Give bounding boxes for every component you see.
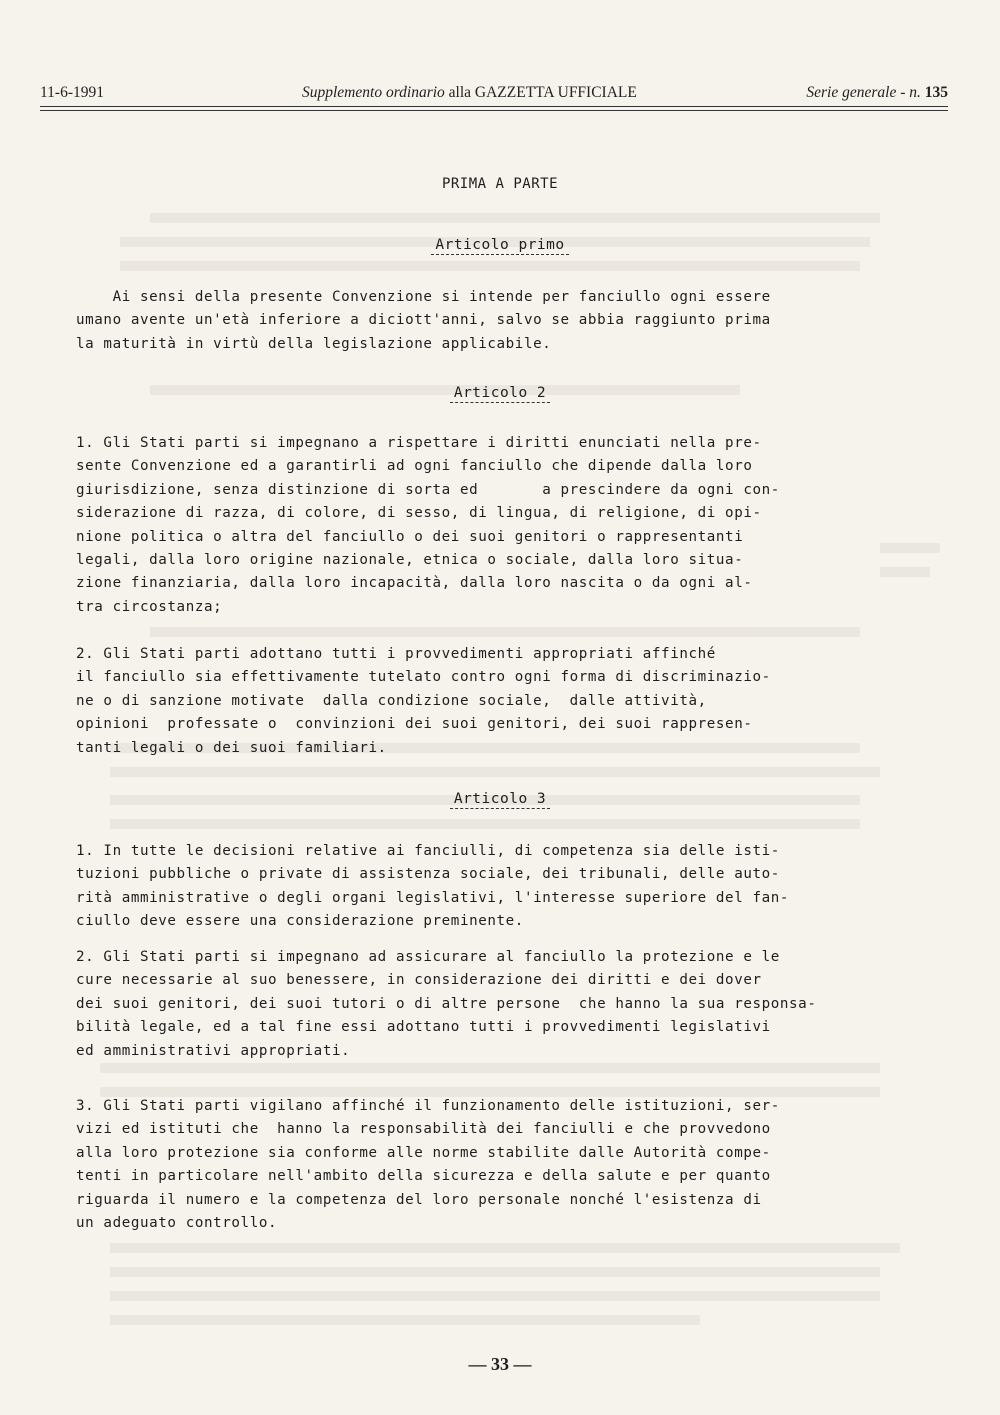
header-date: 11-6-1991: [40, 84, 104, 101]
article-1-title: [0, 237, 1000, 253]
article-3-title-text: Articolo 3: [450, 791, 550, 809]
header-series-label: Serie generale - n.: [806, 84, 921, 101]
article-1-title-text: Articolo primo: [431, 237, 568, 255]
header-alla: alla: [448, 84, 472, 101]
page-header: [40, 84, 948, 106]
header-rule-top: [40, 106, 948, 107]
header-gazette: GAZZETTA UFFICIALE: [474, 84, 637, 101]
article-2-paragraph-1: 1. Gli Stati parti si impegnano a rispettare i diritti enunciati nella pre- sente Convenzione ed a garantirli ad ogni fanciullo che dipende dalla loro giurisdizione, senza distinzione di sorta ed a prescindere da ogni con- siderazione di razza, di colore, di sesso, di lingua, di religione, di opi- nione politica o altra del fanciullo o dei suoi genitori o rappresentanti legali, dalla loro origine nazionale, etnica o sociale, dalla loro situa- zione finanziaria, dalla loro incapacità, dalla loro nascita o da ogni al- tra circostanza;: [76, 435, 780, 615]
article-3-title: [0, 791, 1000, 807]
header-rule-bottom: [40, 110, 948, 111]
header-supplement: Supplemento ordinario: [302, 84, 445, 101]
article-2-paragraph-2: 2. Gli Stati parti adottano tutti i provvedimenti appropriati affinché il fanciullo sia effettivamente tutelato contro ogni forma di discriminazio- ne o di sanzione motivate dalla condizione sociale, dalle attività, opinioni professate o convinzioni dei suoi genitori, dei suoi rappresen- tanti legali o dei suoi familiari.: [76, 646, 771, 756]
article-3-paragraph-1: 1. In tutte le decisioni relative ai fanciulli, di competenza sia delle isti- tuzioni pubbliche o private di assistenza sociale, dei tribunali, delle auto- rità amministrative o degli organi legislativi, l'interesse superiore del fan- ciullo deve essere una considerazione preminente.: [76, 843, 790, 930]
article-1-paragraph: Ai sensi della presente Convenzione si intende per fanciullo ogni essere umano avente un'età inferiore a diciott'anni, salvo se abbia raggiunto prima la maturità in virtù della legislazione applicabile.: [76, 289, 771, 352]
article-3-paragraph-3: 3. Gli Stati parti vigilano affinché il funzionamento delle istituzioni, ser- vizi ed istituti che hanno la responsabilità dei fanciulli e che provvedono alla loro protezione sia conforme alle norme stabilite dalle Autorità compe- tenti in particolare nell'ambito della sicurezza e della salute e per quanto riguarda il numero e la competenza del loro personale nonché l'esistenza di un adeguato controllo.: [76, 1098, 780, 1232]
header-issue-number: 135: [924, 84, 948, 101]
part-title: PRIMA A PARTE: [441, 176, 559, 192]
article-3-paragraph-2: 2. Gli Stati parti si impegnano ad assicurare al fanciullo la protezione e le cure necessarie al suo benessere, in considerazione dei diritti e dei dover dei suoi genitori, dei suoi tutori o di altre persone che hanno la sua responsa- bilità legale, ed a tal fine essi adottano tutti i provvedimenti legislativi ed amministrativi appropriati.: [76, 949, 817, 1059]
article-2-title: [0, 385, 1000, 401]
header-publication: [302, 84, 637, 102]
page-number: — 33 —: [468, 1354, 532, 1374]
header-series: [806, 84, 948, 102]
article-2-title-text: Articolo 2: [450, 385, 550, 403]
